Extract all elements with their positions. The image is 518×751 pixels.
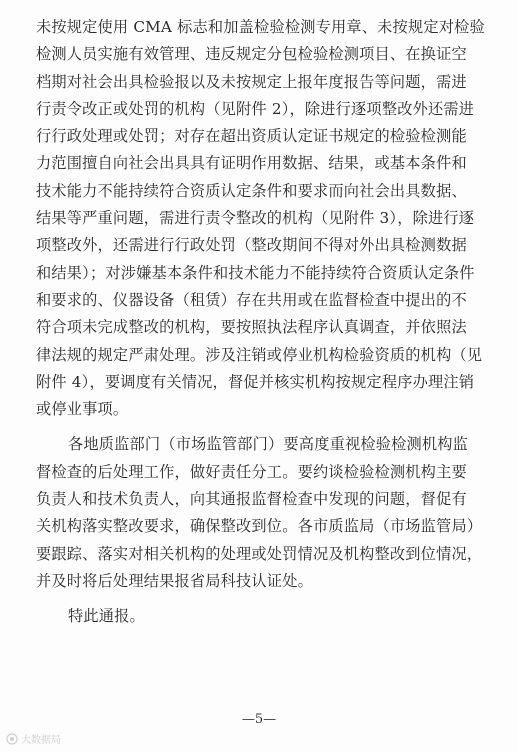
watermark xyxy=(6,731,61,746)
text-line: 律法规的规定严肃处理。涉及注销或停业机构检验资质的机构（见 xyxy=(36,345,483,364)
text-line: 技术能力不能持续符合资质认定条件和要求而向社会出具数据、 xyxy=(36,181,467,200)
text-line: 未按规定使用 CMA 标志和加盖检验检测专用章、未按规定对检验 xyxy=(36,18,485,36)
text-line: 关机构落实整改要求，确保整改到位。各市质监局（市场监管局） xyxy=(36,517,483,536)
closing-line: 特此通报。 xyxy=(68,607,145,626)
text-line: 检测人员实施有效管理、违反规定分包检验检测项目、在换证空 xyxy=(36,45,467,64)
text-line: 项整改外，还需进行行政处罚（整改期间不得对外出具检测数据 xyxy=(36,236,467,255)
text-line: 结果等严重问题，需进行责令整改的机构（见附件 3），除进行逐 xyxy=(36,209,475,228)
text-line: 行责令改正或处罚的机构（见附件 2），除进行逐项整改外还需进 xyxy=(36,99,475,118)
text-line: 和要求的、仪器设备（租赁）存在共用或在监督检查中提出的不 xyxy=(36,290,467,309)
text-line: 要跟踪、落实对相关机构的处理或处罚情况及机构整改到位情况， xyxy=(36,544,483,563)
watermark-text: 大数据局 xyxy=(21,735,61,746)
text-line: 负责人和技术负责人，向其通报监督检查中发现的问题，督促有 xyxy=(36,490,467,509)
text-line: 各地质监部门（市场监管部门）要高度重视检验检测机构监 xyxy=(68,435,469,454)
watermark-logo-icon xyxy=(6,733,18,745)
text-line: 督检查的后处理工作，做好责任分工。要约谈检验检测机构主要 xyxy=(36,462,467,481)
paragraph-gap xyxy=(36,423,488,431)
text-line: 或停业事项。 xyxy=(36,400,129,419)
text-line: 并及时将后处理结果报省局科技认证处。 xyxy=(36,571,313,590)
body-text xyxy=(36,14,488,631)
text-line: 和结果）；对涉嫌基本条件和技术能力不能持续符合资质认定条件 xyxy=(36,263,475,282)
text-line: 附件 4），要调度有关情况，督促并核实机构按规定程序办理注销 xyxy=(36,372,475,391)
page-number: —5— xyxy=(241,712,277,727)
paragraph-gap xyxy=(36,595,488,603)
text-line: 档期对社会出具检验报以及未按规定上报年度报告等问题，需进 xyxy=(36,72,467,91)
text-line: 符合项未完成整改的机构，要按照执法程序认真调查，并依照法 xyxy=(36,318,467,337)
text-line: 力范围擅自向社会出具具有证明作用数据、结果，或基本条件和 xyxy=(36,154,467,173)
text-line: 行行政处理或处罚；对存在超出资质认定证书规定的检验检测能 xyxy=(36,127,467,146)
